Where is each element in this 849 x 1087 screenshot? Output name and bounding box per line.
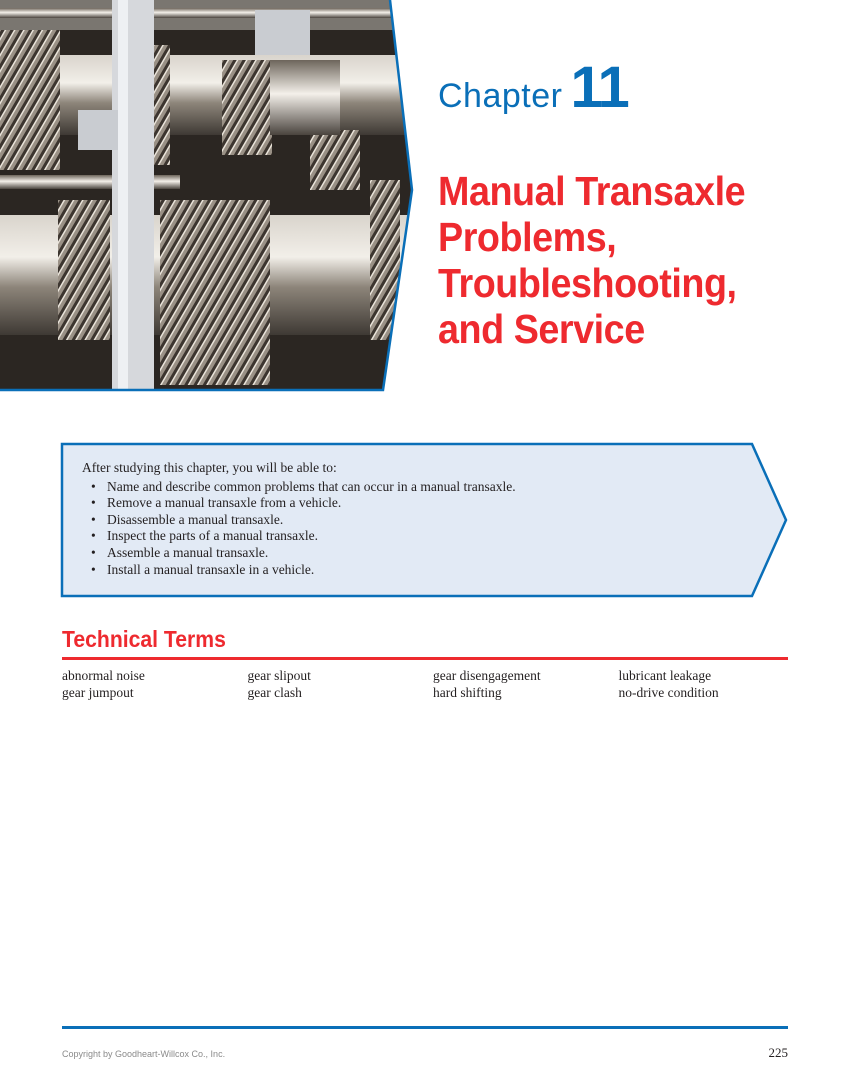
chapter-title-line: Manual Transaxle [438,168,746,214]
chapter-title-line: and Service [438,306,645,352]
term: abnormal noise [62,668,145,683]
bullet-icon: • [91,544,96,560]
term: lubricant leakage [618,668,712,683]
objective-item [91,528,732,545]
term: hard shifting [433,684,502,700]
learning-objectives [82,460,732,578]
chapter-title-line: Problems, [438,214,617,260]
objective-item [91,562,732,579]
copyright-notice: Copyright by Goodheart-Willcox Co., Inc. [62,1049,226,1059]
objective-text: Name and describe common problems that can occur in a manual transaxle. [107,478,516,494]
bullet-icon: • [91,528,96,544]
manual-transaxle-gears-photo [0,0,420,395]
technical-terms-heading: Technical Terms [62,626,226,652]
term: no-drive condition [618,684,719,700]
term: gear disengagement [433,668,541,683]
chapter-title-line: Troubleshooting, [438,260,737,306]
bullet-icon: • [91,561,96,577]
terms-column [62,668,248,701]
objective-text: Install a manual transaxle in a vehicle. [107,561,315,577]
chapter-title [438,168,788,352]
objective-text: Assemble a manual transaxle. [107,544,269,560]
bullet-icon: • [91,511,96,527]
terms-column [433,668,619,701]
objective-item [91,495,732,512]
objective-item [91,512,732,529]
objectives-list [82,479,732,579]
bullet-icon: • [91,478,96,494]
chapter-number: 11 [570,55,628,120]
objective-text: Remove a manual transaxle from a vehicle. [107,495,342,511]
technical-terms-list [62,668,802,701]
term: gear slipout [247,668,311,683]
term: gear clash [247,684,302,700]
chapter-label [438,54,628,121]
term: gear jumpout [62,684,134,700]
chapter-word: Chapter [438,77,563,115]
page-number: 225 [768,1045,788,1060]
objective-text: Inspect the parts of a manual transaxle. [107,528,319,544]
objective-item [91,545,732,562]
bullet-icon: • [91,495,96,511]
technical-terms-divider [62,657,788,660]
terms-column [619,668,805,701]
objective-item [91,479,732,496]
objectives-intro: After studying this chapter, you will be able to: [82,460,337,475]
terms-column [248,668,434,701]
objective-text: Disassemble a manual transaxle. [107,511,284,527]
footer-divider [62,1026,788,1029]
